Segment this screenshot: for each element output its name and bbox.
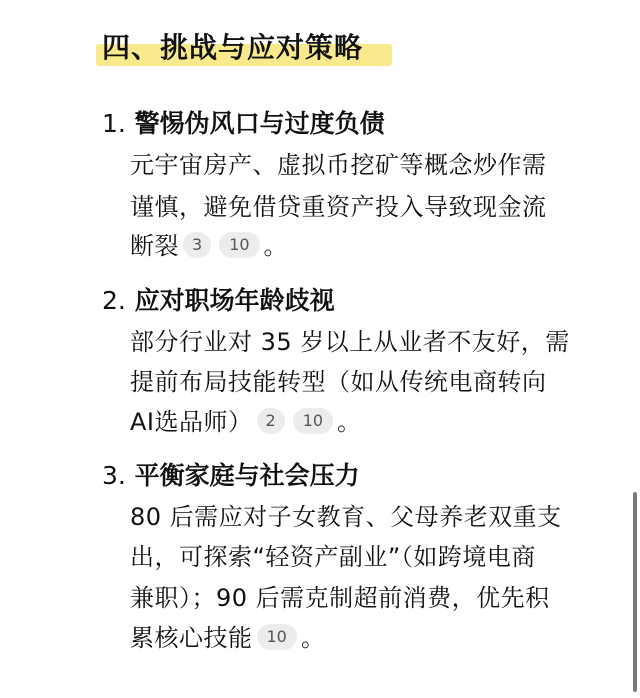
item-1-period: 。 (263, 232, 289, 260)
item-2-heading (102, 283, 335, 319)
item-2-period: 。 (337, 408, 362, 436)
item-3-line-1: 80 后需应对子女教育、父母养老双重支 (130, 503, 562, 531)
item-1-title: 警惕伪风口与过度负债 (134, 109, 385, 138)
item-2-line-1: 部分行业对 35 岁以上从业者不友好，需 (130, 328, 570, 356)
citation-badge[interactable]: 2 (257, 408, 285, 434)
item-3-number: 3. (102, 461, 126, 490)
item-3-line-4-text: 累核心技能 (130, 624, 253, 652)
item-1-heading (102, 106, 385, 142)
item-2-line-3-text: AI选品师） (130, 408, 253, 436)
item-3-heading (102, 458, 360, 494)
scrollbar[interactable] (633, 492, 637, 692)
item-1-line-3 (130, 226, 288, 266)
item-1-line-2: 谨慎，避免借贷重资产投入导致现金流 (130, 193, 547, 221)
citation-badge[interactable]: 10 (257, 624, 297, 650)
citation-badge[interactable]: 10 (219, 232, 259, 258)
item-1-line-3-text: 断裂 (130, 232, 179, 260)
item-3-line-2: 出，可探索“轻资产副业”（如跨境电商 (130, 543, 536, 571)
item-3-line-3: 兼职）；90 后需克制超前消费，优先积 (130, 584, 550, 612)
item-3-line-4 (130, 618, 325, 658)
citation-badge[interactable]: 3 (183, 232, 211, 258)
item-1-line-1: 元宇宙房产、虚拟币挖矿等概念炒作需 (130, 151, 547, 179)
item-2-line-3 (130, 402, 362, 442)
item-1-number: 1. (102, 109, 126, 138)
item-2-number: 2. (102, 286, 126, 315)
item-2-title: 应对职场年龄歧视 (134, 286, 335, 315)
citation-badge[interactable]: 10 (293, 408, 333, 434)
item-3-title: 平衡家庭与社会压力 (134, 461, 360, 490)
section-title: 四、挑战与应对策略 (102, 31, 364, 64)
item-2-line-2: 提前布局技能转型（如从传统电商转向 (130, 368, 547, 396)
item-3-period: 。 (300, 624, 326, 652)
